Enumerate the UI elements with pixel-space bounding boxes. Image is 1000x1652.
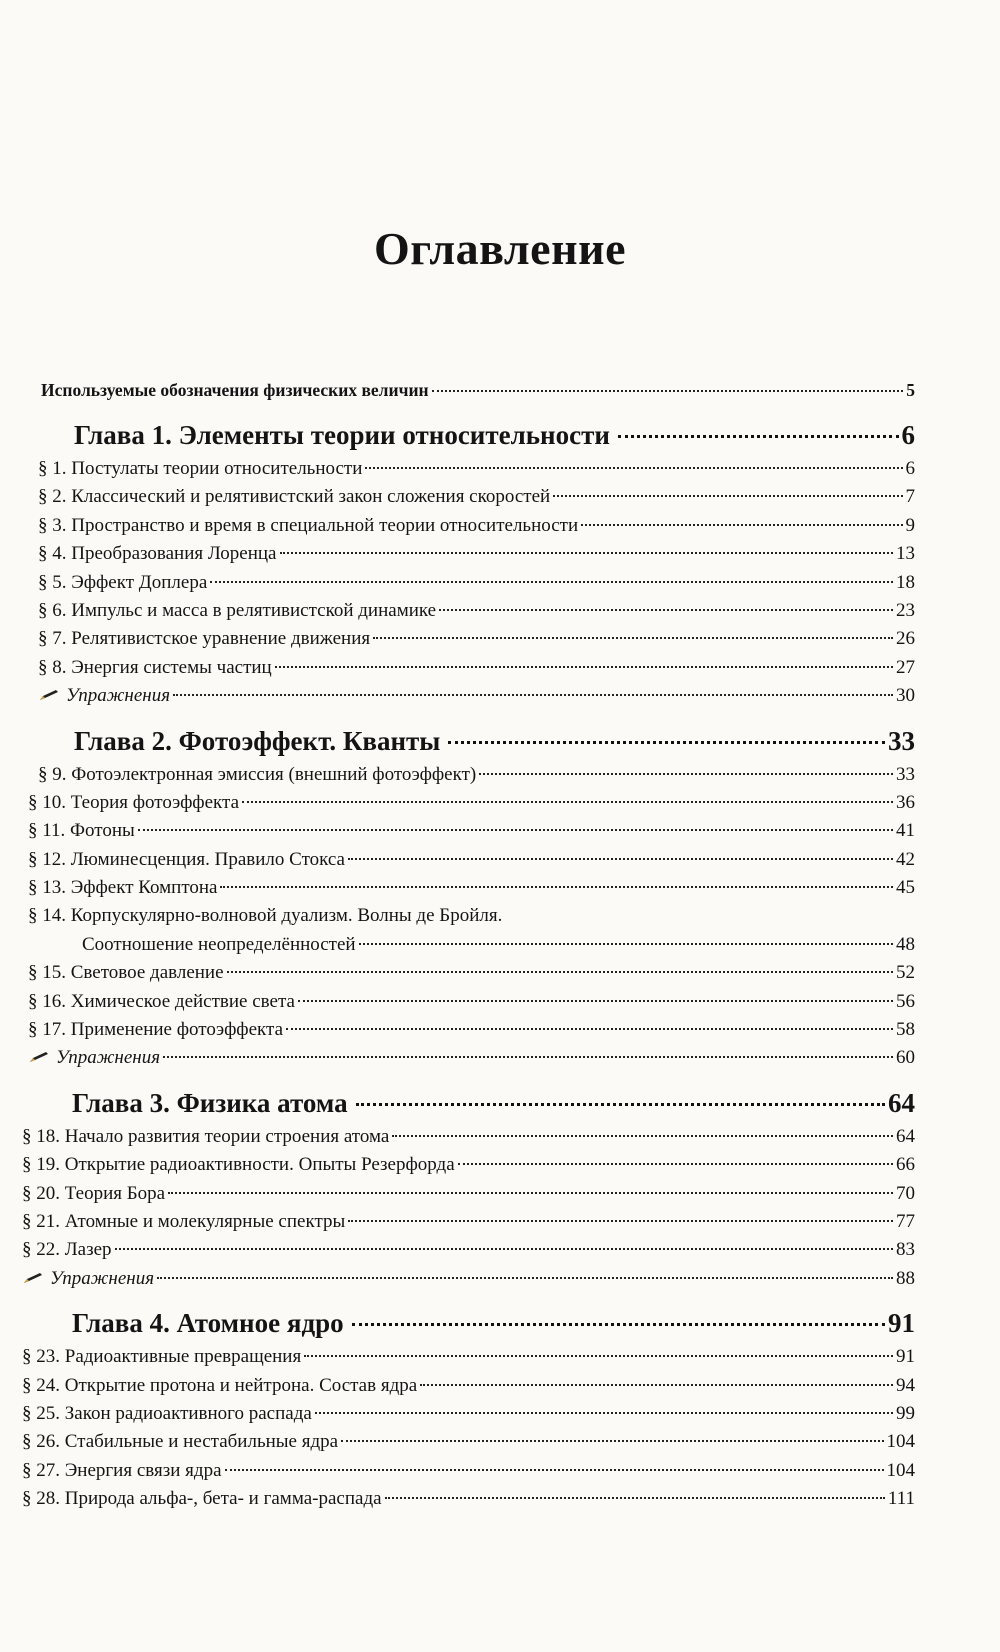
item-label: § 17. Применение фотоэффекта: [28, 1019, 283, 1041]
dot-leader: [157, 1277, 893, 1279]
item-label: § 26. Стабильные и нестабильные ядра: [22, 1431, 339, 1453]
item-page: 104: [886, 1459, 915, 1481]
item-page: 70: [896, 1182, 915, 1204]
dot-leader: [348, 1220, 893, 1222]
item-page: 58: [896, 1019, 915, 1041]
chapter-page: 91: [888, 1308, 915, 1339]
item-label: § 5. Эффект Доплера: [38, 571, 208, 593]
item-page: 18: [896, 571, 915, 593]
chapter-page: 33: [888, 725, 915, 756]
item-page: 94: [896, 1374, 915, 1396]
dot-leader: [581, 524, 902, 526]
toc-item[interactable]: [22, 1431, 915, 1459]
chapter-heading-4[interactable]: [22, 1308, 915, 1346]
toc-item[interactable]: [22, 1403, 915, 1431]
item-label-line1: § 14. Корпускулярно-волновой дуализм. Волны де Бройля.: [28, 905, 503, 927]
chapter-page: 6: [901, 420, 915, 450]
item-label: § 9. Фотоэлектронная эмиссия (внешний фотоэффект): [38, 763, 477, 785]
item-label: § 19. Открытие радиоактивности. Опыты Резерфорда: [22, 1154, 455, 1176]
item-label: § 2. Классический и релятивистский закон сложения скоростей: [38, 486, 551, 508]
item-label-line2: Соотношение неопределённостей: [82, 933, 356, 955]
item-page: 9: [905, 514, 915, 536]
toc-item[interactable]: [28, 820, 915, 848]
chapter-label: Глава 2. Фотоэффект. Кванты: [74, 725, 441, 756]
dot-leader: [280, 552, 894, 554]
toc-exercises[interactable]: [28, 1047, 915, 1075]
dot-leader: [115, 1248, 893, 1250]
item-label: Упражнения: [66, 685, 171, 707]
dot-leader: [286, 1028, 893, 1030]
item-label: § 23. Радиоактивные превращения: [22, 1346, 302, 1368]
item-label: § 13. Эффект Комптона: [28, 877, 218, 899]
item-page: 26: [896, 628, 915, 650]
entry-page: 5: [906, 380, 915, 400]
dot-leader: [210, 581, 893, 583]
chapter-heading-3[interactable]: [22, 1088, 915, 1126]
dot-leader: [341, 1440, 883, 1442]
toc-exercises[interactable]: [38, 685, 915, 713]
item-page: 56: [896, 990, 915, 1012]
item-label: § 20. Теория Бора: [22, 1182, 166, 1204]
item-label: Упражнения: [56, 1047, 161, 1069]
toc-item-multiline[interactable]: [28, 905, 915, 962]
toc-item[interactable]: [38, 486, 915, 514]
dot-leader: [315, 1412, 893, 1414]
dot-leader: [432, 390, 904, 392]
toc-item[interactable]: [28, 792, 915, 820]
item-page: 41: [896, 820, 915, 842]
item-page: 7: [905, 486, 915, 508]
item-label: § 21. Атомные и молекулярные спектры: [22, 1210, 346, 1232]
dot-leader: [365, 467, 902, 469]
page-title: Оглавление: [373, 223, 627, 274]
item-page: 66: [896, 1154, 915, 1176]
item-page: 23: [896, 599, 915, 621]
chapter-heading-1[interactable]: [22, 420, 915, 458]
dot-leader: [373, 637, 893, 639]
item-page: 13: [896, 543, 915, 565]
dot-leader: [227, 971, 893, 973]
toc-item[interactable]: [22, 1346, 915, 1374]
toc-item[interactable]: [38, 543, 915, 571]
toc-exercises[interactable]: [22, 1268, 915, 1296]
item-label: § 18. Начало развития теории строения атома: [22, 1125, 390, 1147]
chapter-2-list: [22, 764, 915, 1076]
toc-item[interactable]: [38, 572, 915, 600]
toc-item[interactable]: [22, 1183, 915, 1211]
item-label: § 8. Энергия системы частиц: [38, 656, 272, 678]
chapter-4-list: [22, 1346, 915, 1516]
dot-leader: [242, 801, 893, 803]
toc-item[interactable]: [38, 458, 915, 486]
item-page: 52: [896, 962, 915, 984]
toc-item[interactable]: [28, 877, 915, 905]
toc-item[interactable]: [38, 628, 915, 656]
item-page: 48: [896, 933, 915, 955]
chapter-heading-2[interactable]: [22, 726, 915, 764]
item-page: 64: [896, 1125, 915, 1147]
chapter-label: Глава 4. Атомное ядро: [72, 1308, 344, 1339]
item-page: 27: [896, 656, 915, 678]
pencil-icon: [38, 688, 60, 702]
dot-leader: [448, 741, 885, 744]
toc-item[interactable]: [28, 991, 915, 1019]
item-page: 6: [905, 458, 915, 479]
item-page: 99: [896, 1402, 915, 1424]
item-label: § 22. Лазер: [22, 1239, 112, 1261]
item-label: § 3. Пространство и время в специальной теории относительности: [38, 514, 579, 536]
toc-item[interactable]: [38, 600, 915, 628]
pencil-icon: [28, 1050, 50, 1064]
toc-item[interactable]: [22, 1154, 915, 1182]
dot-leader: [163, 1056, 893, 1058]
chapter-page: 64: [888, 1087, 915, 1118]
item-page: 111: [887, 1488, 915, 1510]
item-page: 42: [896, 848, 915, 870]
toc-item[interactable]: [28, 849, 915, 877]
item-label: § 6. Импульс и масса в релятивистской динамике: [38, 599, 437, 621]
item-label: § 10. Теория фотоэффекта: [28, 791, 240, 813]
chapter-label: Глава 3. Физика атома: [72, 1087, 348, 1118]
table-of-contents: [22, 380, 915, 1517]
item-label: § 12. Люминесценция. Правило Стокса: [28, 848, 345, 870]
item-label: § 27. Энергия связи ядра: [22, 1459, 222, 1481]
item-label: § 7. Релятивистское уравнение движения: [38, 628, 371, 650]
item-label: Упражнения: [50, 1267, 155, 1289]
item-label: § 11. Фотоны: [28, 820, 135, 842]
toc-item[interactable]: [28, 1019, 915, 1047]
dot-leader: [618, 435, 899, 438]
toc-item[interactable]: [22, 1239, 915, 1267]
dot-leader: [168, 1192, 893, 1194]
toc-item[interactable]: [28, 962, 915, 990]
dot-leader: [138, 829, 893, 831]
toc-item[interactable]: [22, 1211, 915, 1239]
item-page: 83: [896, 1239, 915, 1261]
dot-leader: [385, 1497, 885, 1499]
item-page: 104: [886, 1431, 915, 1453]
item-label: § 28. Природа альфа-, бета- и гамма-распада: [22, 1488, 382, 1510]
dot-leader: [220, 886, 893, 888]
dot-leader: [439, 609, 893, 611]
toc-item[interactable]: [22, 1488, 915, 1516]
dot-leader: [304, 1355, 893, 1357]
pencil-icon: [22, 1271, 44, 1285]
item-label: § 24. Открытие протона и нейтрона. Состав ядра: [22, 1374, 418, 1396]
dot-leader: [348, 858, 893, 860]
toc-item[interactable]: [38, 657, 915, 685]
dot-leader: [420, 1384, 893, 1386]
toc-item[interactable]: [38, 515, 915, 543]
dot-leader: [553, 495, 902, 497]
item-page: 30: [896, 685, 915, 707]
item-label: § 15. Световое давление: [28, 962, 224, 984]
chapter-label: Глава 1. Элементы теории относительности: [74, 420, 610, 450]
item-label: § 4. Преобразования Лоренца: [38, 543, 277, 565]
item-page: 36: [896, 791, 915, 813]
item-label: § 1. Постулаты теории относительности: [38, 458, 363, 479]
item-label: § 25. Закон радиоактивного распада: [22, 1402, 312, 1424]
toc-entry-notation[interactable]: [41, 380, 915, 406]
toc-item[interactable]: [22, 1126, 915, 1154]
dot-leader: [298, 1000, 893, 1002]
toc-item[interactable]: [22, 1460, 915, 1488]
item-page: 91: [896, 1346, 915, 1368]
dot-leader: [392, 1135, 893, 1137]
item-page: 33: [896, 763, 915, 785]
item-label: § 16. Химическое действие света: [28, 990, 295, 1012]
dot-leader: [352, 1323, 885, 1326]
item-page: 60: [896, 1047, 915, 1069]
chapter-1-list: [22, 458, 915, 714]
item-page: 45: [896, 877, 915, 899]
chapter-3-list: [22, 1126, 915, 1296]
dot-leader: [173, 694, 893, 696]
dot-leader: [458, 1163, 893, 1165]
dot-leader: [225, 1469, 884, 1471]
toc-item[interactable]: [28, 764, 915, 792]
item-page: 88: [896, 1267, 915, 1289]
toc-item[interactable]: [22, 1375, 915, 1403]
dot-leader: [479, 773, 893, 775]
dot-leader: [359, 943, 893, 945]
entry-label: Используемые обозначения физических величин: [41, 380, 429, 400]
dot-leader: [275, 666, 893, 668]
dot-leader: [356, 1103, 885, 1106]
item-page: 77: [896, 1210, 915, 1232]
